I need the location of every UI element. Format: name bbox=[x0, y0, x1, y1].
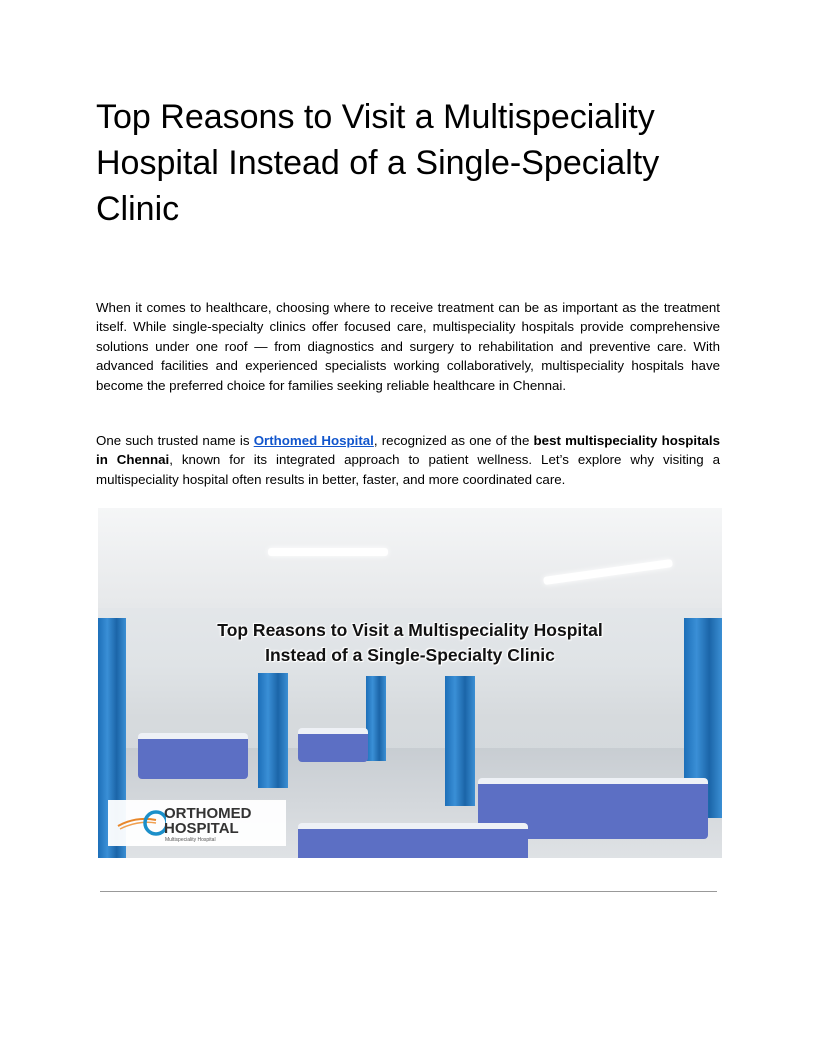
curtain bbox=[258, 673, 288, 788]
image-headline-line: Top Reasons to Visit a Multispeciality Hospital bbox=[217, 620, 603, 640]
ceiling-light bbox=[268, 548, 388, 556]
horizontal-divider bbox=[100, 891, 717, 892]
intro-paragraph: When it comes to healthcare, choosing where to receive treatment can be as important as the treatment itself. While single-specialty clinics offer focused care, multispeciality hospitals provide comprehensive solutions under one roof — from diagnostics and surgery to rehabilitation and preventive care. With advanced facilities and experienced specialists working collaboratively, multispeciality hospitals have become the preferred choice for families seeking reliable healthcare in Chennai. bbox=[96, 300, 720, 393]
orthomed-paragraph bbox=[96, 431, 720, 489]
page-title: Top Reasons to Visit a Multispeciality Hospital Instead of a Single-Specialty Clinic bbox=[96, 98, 660, 228]
ceiling bbox=[98, 508, 722, 608]
curtain bbox=[366, 676, 386, 761]
logo-wordmark bbox=[164, 806, 252, 836]
text: , recognized as one of the bbox=[373, 433, 534, 448]
text: , known for its integrated approach to patient wellness. Let’s explore why visiting a multispeciality hospital often results in better, faster, and more coordinated care. bbox=[96, 452, 721, 487]
logo-tagline: Multispeciality Hospital bbox=[165, 837, 216, 843]
bed bbox=[298, 728, 368, 762]
bed bbox=[138, 733, 248, 779]
orthomed-logo bbox=[108, 800, 286, 846]
orthomed-hospital-link[interactable]: Orthomed Hospital bbox=[253, 433, 374, 448]
hospital-ward-image bbox=[98, 508, 722, 858]
bed bbox=[298, 823, 528, 858]
curtain bbox=[445, 676, 475, 806]
image-headline bbox=[98, 618, 722, 668]
logo-swoosh-icon bbox=[116, 808, 166, 838]
text: One such trusted name is bbox=[96, 433, 254, 448]
logo-line: HOSPITAL bbox=[164, 820, 239, 837]
image-headline-line: Instead of a Single-Specialty Clinic bbox=[265, 645, 555, 665]
logo-line: ORTHOMED bbox=[164, 805, 252, 822]
bold-keyword: best multispeciality hospitals in Chennai bbox=[96, 433, 721, 468]
